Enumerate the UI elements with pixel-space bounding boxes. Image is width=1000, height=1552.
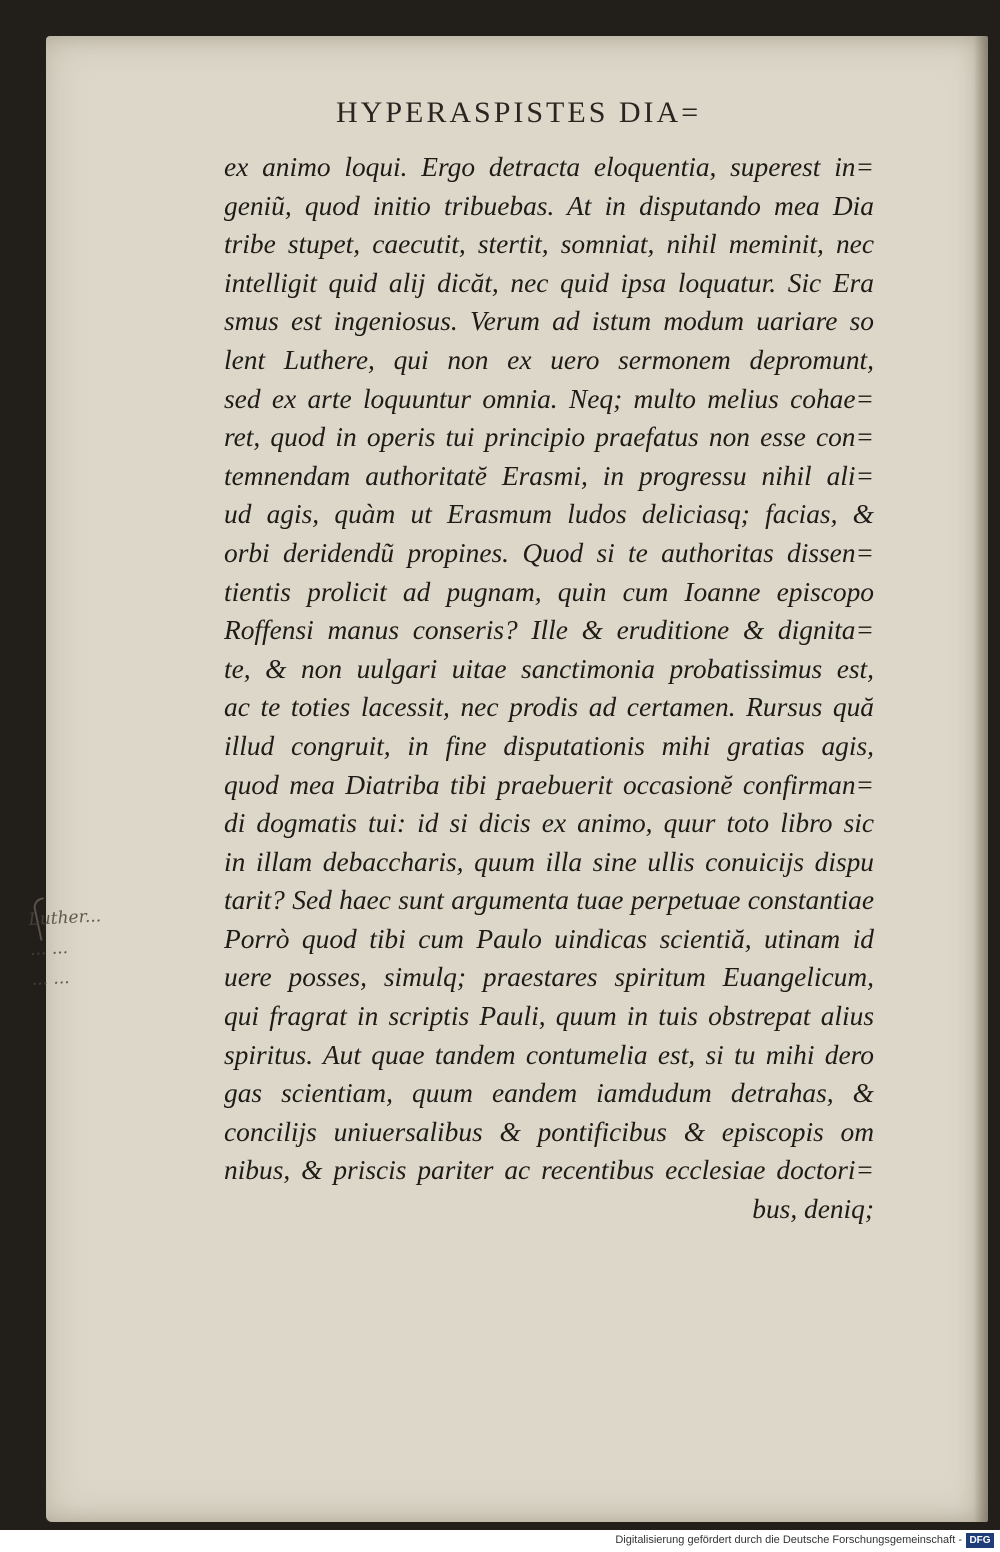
margin-note-line: ... ... [31,967,70,990]
text-line: tarit? Sed haec sunt argumenta tuae perpetuae constantiae [224,885,874,916]
text-line: intelligit quid alij dicăt, nec quid ipsa loquatur. Sic Era [224,267,874,298]
text-line: in illam debaccharis, quum illa sine ullis conuicijs dispu [224,846,874,877]
handwritten-margin-note [28,895,222,995]
text-line: uere posses, simulq; praestares spiritum Euangelicum, [224,962,874,993]
text-line: smus est ingeniosus. Verum ad istum modum uariare so [224,306,874,337]
digitization-footer [0,1530,1000,1552]
page-edge-shadow [974,36,988,1522]
margin-note-line: ... ... [29,938,69,960]
text-line: te, & non uulgari uitae sanctimonia probatissimus est, [224,653,874,684]
text-line: lent Luthere, qui non ex uero sermonem depromunt, [224,344,874,375]
text-line: gas scientiam, quum eandem iamdudum detrahas, & [224,1078,874,1109]
text-line: illud congruit, in fine disputationis mihi gratias agis, [224,730,874,761]
margin-note-line: Luther... [28,906,102,930]
text-line: ac te toties lacessit, nec prodis ad certamen. Rursus quă [224,692,874,723]
text-line: sed ex arte loquuntur omnia. Neq; multo melius cohae= [224,383,874,414]
text-line: nibus, & priscis pariter ac recentibus ecclesiae doctori= [224,1155,874,1186]
text-line: spiritus. Aut quae tandem contumelia est, si tu mihi dero [224,1039,874,1070]
text-line: tribe stupet, caecutit, stertit, somniat, nihil meminit, nec [224,229,874,260]
funding-credit: Digitalisierung gefördert durch die Deutsche Forschungsgemeinschaft - [615,1534,962,1546]
text-line: ret, quod in operis tui principio praefatus non esse con= [224,422,874,453]
text-line: Porrò quod tibi cum Paulo uindicas scientiă, utinam id [224,923,874,954]
dfg-logo: DFG [966,1533,994,1548]
text-line-catchword: bus, deniq; [752,1194,874,1225]
text-line: Roffensi manus conseris? Ille & eruditione & dignita= [224,615,874,646]
text-line: di dogmatis tui: id si dicis ex animo, quur toto libro sic [224,808,874,839]
running-head: HYPERASPISTES DIA= [336,96,702,129]
text-line: geniũ, quod initio tribuebas. At in disputando mea Dia [224,190,874,221]
text-line: ud agis, quàm ut Erasmum ludos deliciasq; facias, & [224,499,874,530]
text-line: tientis prolicit ad pugnam, quin cum Ioanne episcopo [224,576,874,607]
body-text [224,148,874,1229]
text-line: quod mea Diatriba tibi praebuerit occasionĕ confirman= [224,769,874,800]
text-line: temnendam authoritatĕ Erasmi, in progressu nihil ali= [224,460,874,491]
text-line: orbi deridendũ propines. Quod si te authoritas dissen= [224,537,874,568]
text-line: ex animo loqui. Ergo detracta eloquentia, superest in= [224,152,874,182]
text-line: concilijs uniuersalibus & pontificibus & episcopis om [224,1116,874,1147]
text-line: qui fragrat in scriptis Pauli, quum in tuis obstrepat alius [224,1001,874,1032]
